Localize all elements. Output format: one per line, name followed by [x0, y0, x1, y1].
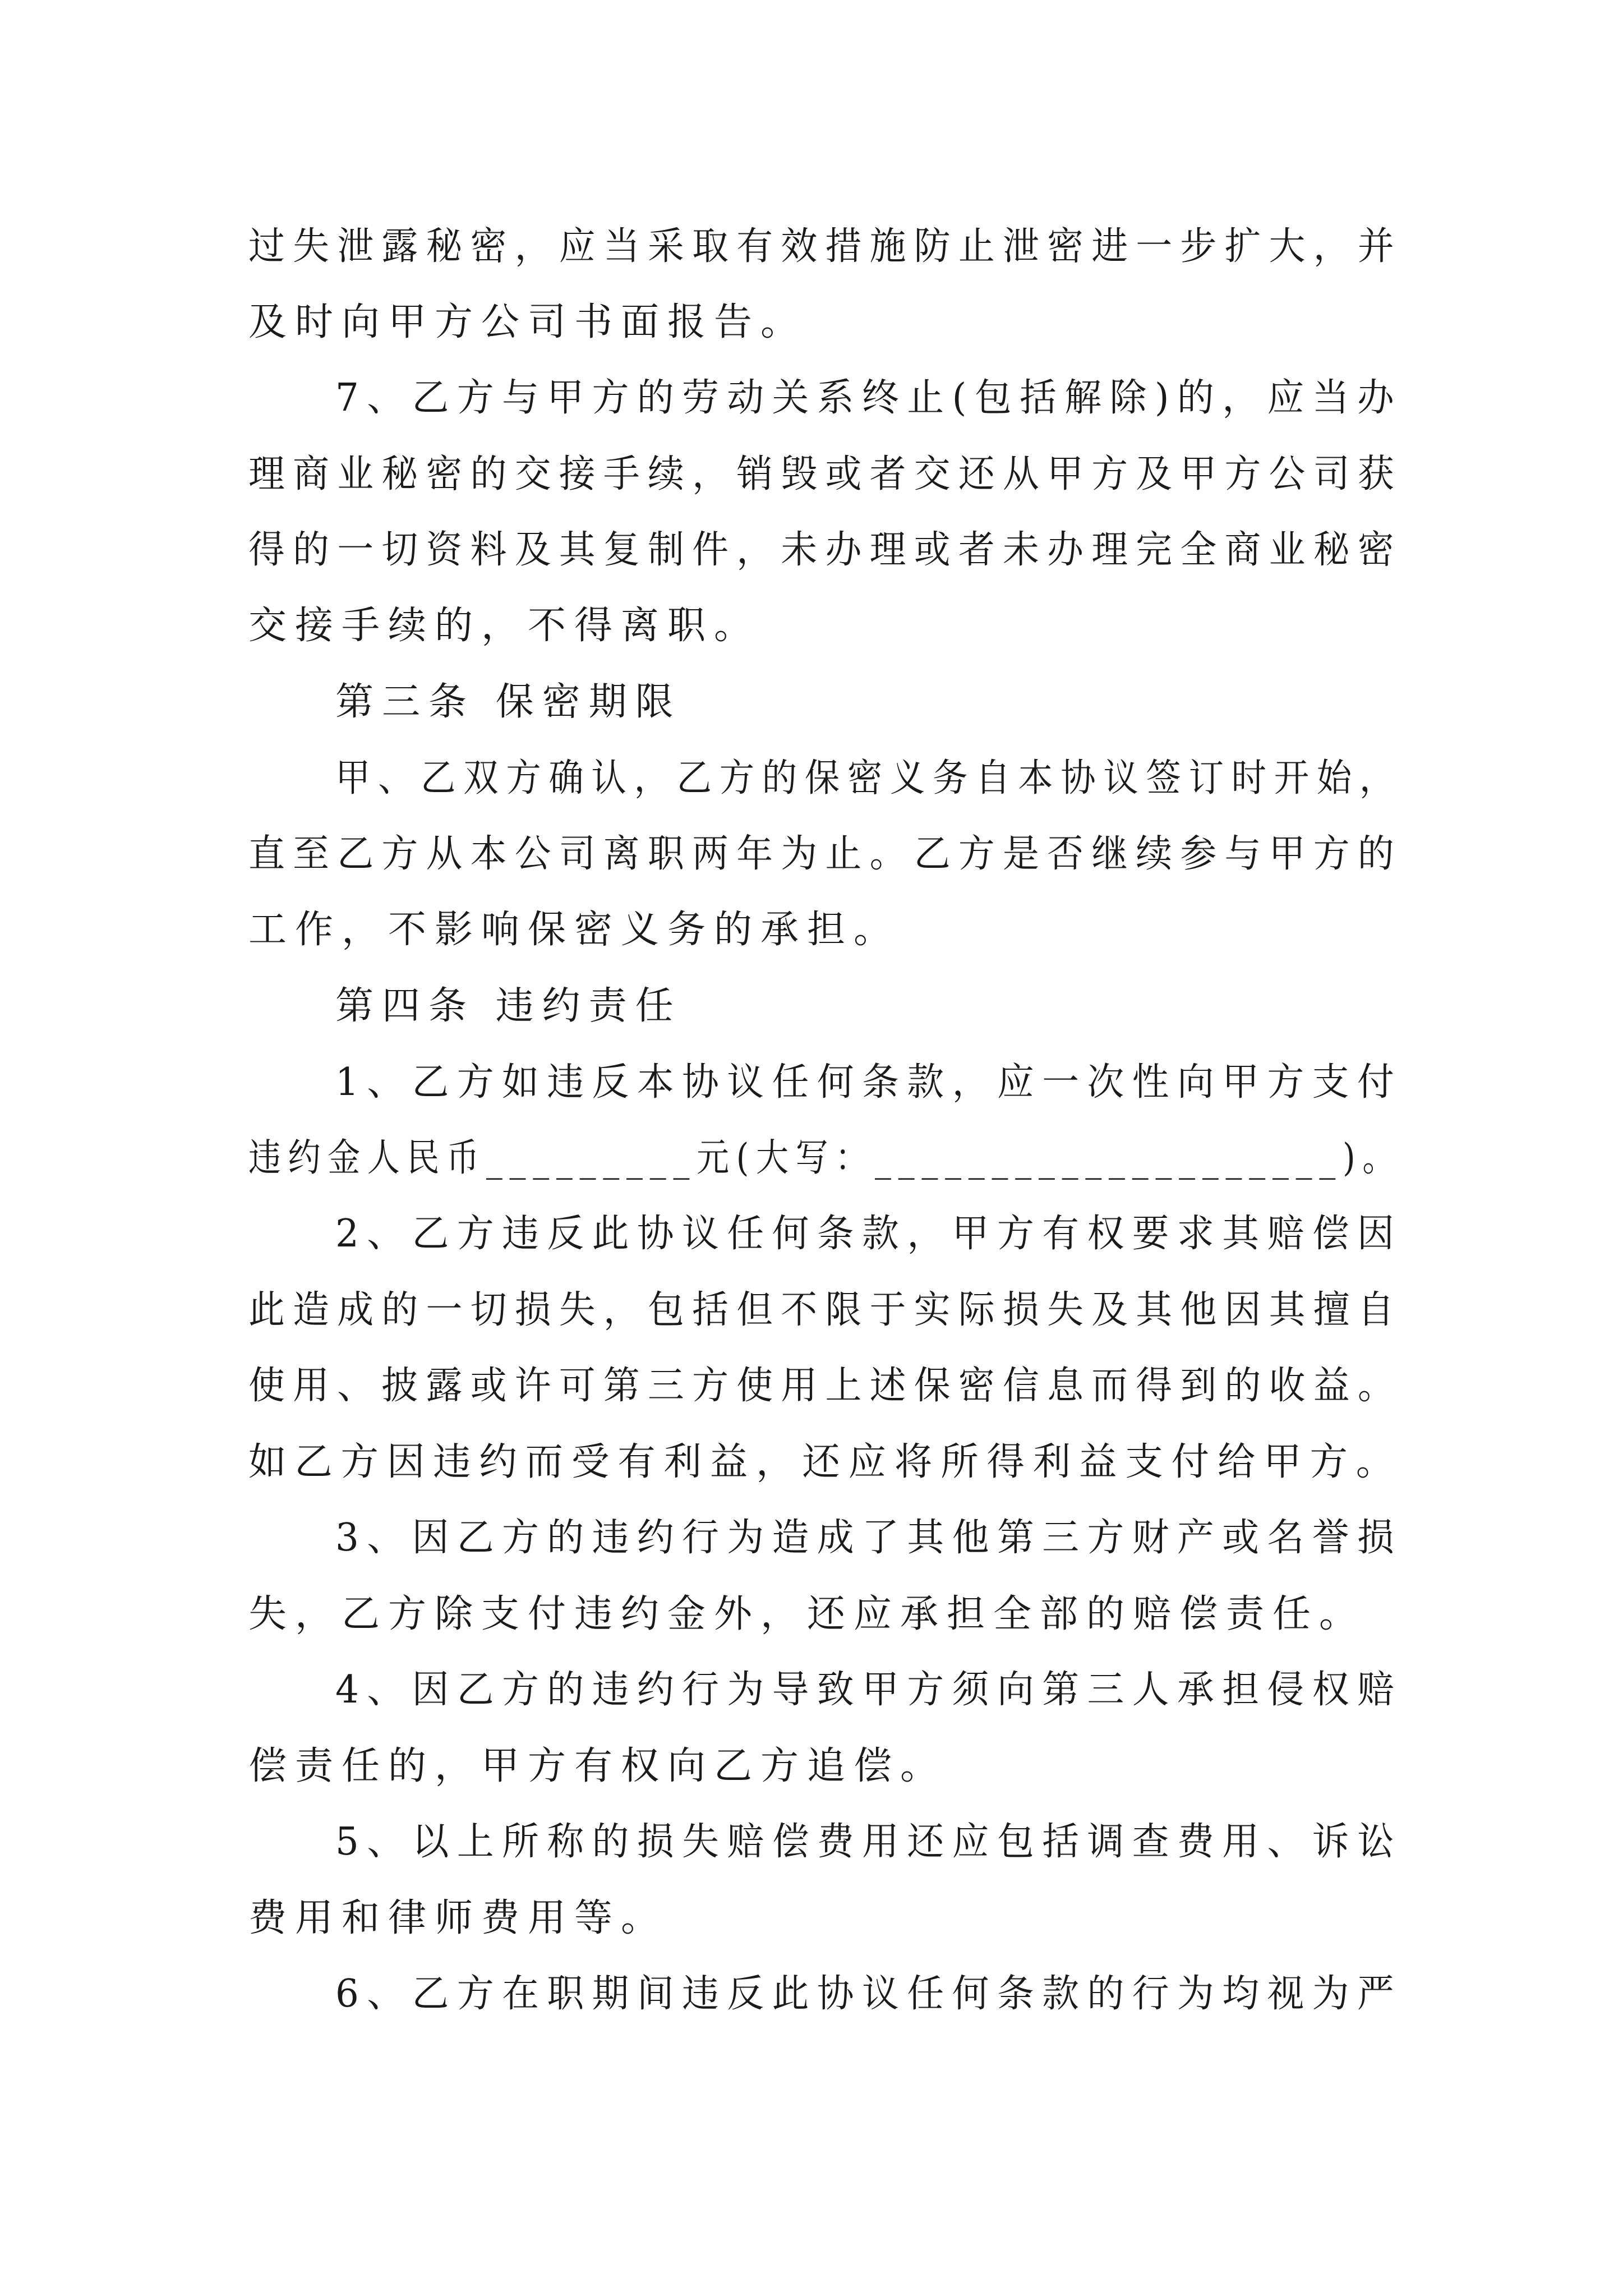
- text-line: 失，乙方除支付违约金外，还应承担全部的赔偿责任。: [248, 1592, 1366, 1636]
- text-line: 直至乙方从本公司离职两年为止。乙方是否继续参与甲方的: [248, 832, 1403, 876]
- paragraph-line: 6、乙方在职期间违反此协议任何条款的行为均视为严: [335, 1972, 1403, 2016]
- paragraph-line: 2、乙方违反此协议任何条款，甲方有权要求其赔偿因: [335, 1212, 1403, 1256]
- text-line: 过失泄露秘密，应当采取有效措施防止泄密进一步扩大，并: [248, 224, 1403, 269]
- section-heading: 第三条 保密期限: [335, 680, 682, 724]
- text-line: 此造成的一切损失，包括但不限于实际损失及其他因其擅自: [248, 1288, 1403, 1332]
- text-line: 及时向甲方公司书面报告。: [248, 300, 808, 344]
- text-line-with-blanks: 违约金人民币_________元(大写：____________________)。: [248, 1136, 1403, 1180]
- text-line: 如乙方因违约而受有利益，还应将所得利益支付给甲方。: [248, 1440, 1403, 1484]
- paragraph-line: 1、乙方如违反本协议任何条款，应一次性向甲方支付: [335, 1060, 1403, 1105]
- text-line: 得的一切资料及其复制件，未办理或者未办理完全商业秘密: [248, 528, 1403, 572]
- paragraph-line: 4、因乙方的违约行为导致甲方须向第三人承担侵权赔: [335, 1668, 1403, 1712]
- text-line: 费用和律师费用等。: [248, 1896, 668, 1940]
- text-line: 交接手续的，不得离职。: [248, 604, 761, 648]
- text-line: 理商业秘密的交接手续，销毁或者交还从甲方及甲方公司获: [248, 452, 1403, 496]
- text-line: 工作，不影响保密义务的承担。: [248, 908, 901, 952]
- text-line: 偿责任的，甲方有权向乙方追偿。: [248, 1744, 947, 1788]
- paragraph-line: 5、以上所称的损失赔偿费用还应包括调查费用、诉讼: [335, 1820, 1403, 1864]
- paragraph-line: 3、因乙方的违约行为造成了其他第三方财产或名誉损: [335, 1516, 1403, 1560]
- section-heading: 第四条 违约责任: [335, 984, 682, 1028]
- paragraph-line: 7、乙方与甲方的劳动关系终止(包括解除)的，应当办: [335, 376, 1403, 420]
- paragraph-line: 甲、乙双方确认，乙方的保密义务自本协议签订时开始，: [335, 756, 1403, 800]
- text-line: 使用、披露或许可第三方使用上述保密信息而得到的收益。: [248, 1364, 1403, 1408]
